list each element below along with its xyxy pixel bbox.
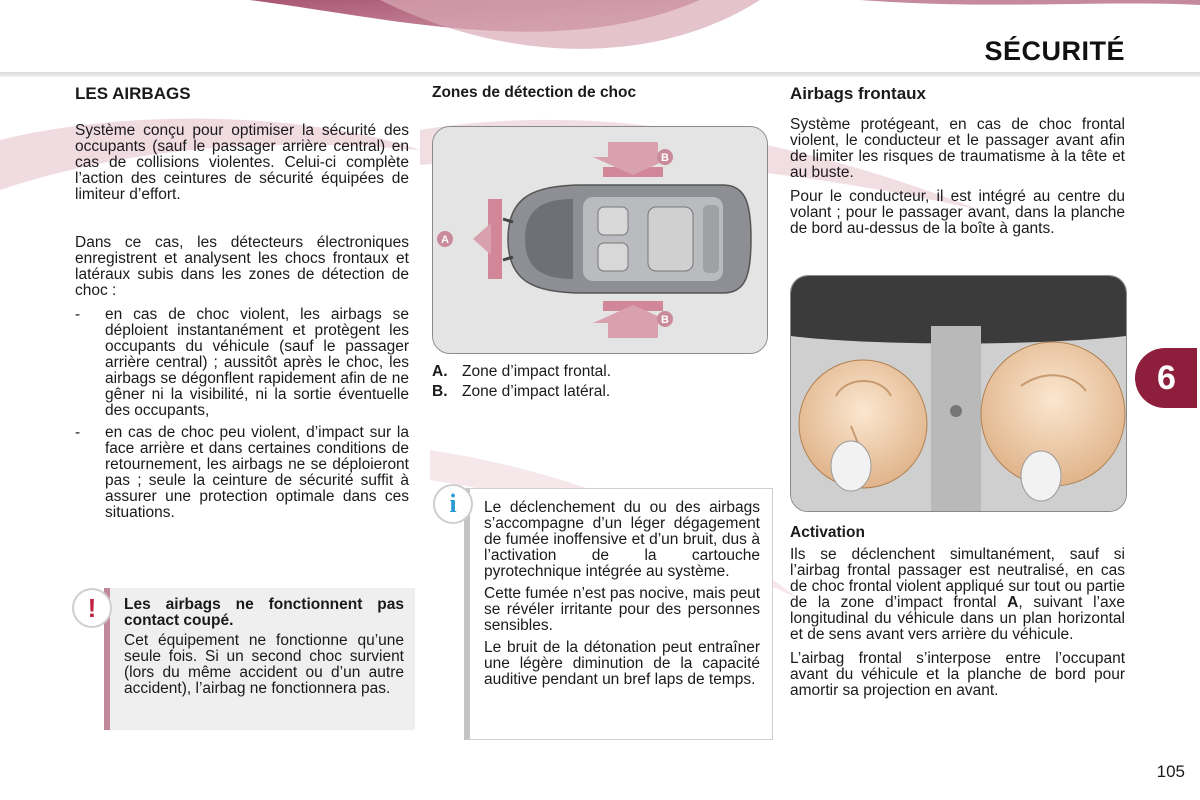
zone-label-a: A — [441, 234, 449, 246]
zone-reference: A — [1007, 594, 1019, 611]
interposition-paragraph: L’airbag frontal s’interpose entre l’occupant avant du véhicule et la planche de bord pour amortir sa projection en avant. — [790, 650, 1125, 699]
bullet-text: en cas de choc violent, les airbags se déploient instantanément et protègent les occupants du véhicule (sauf le passager arrière central) ; aussitôt après le choc, les airbags se dégonflent rapidement afin de ne gêner ni la visibilité, ni la sortie éventuelle des occupants, — [105, 306, 409, 419]
intro-paragraph: Système conçu pour optimiser la sécurité des occupants (sauf le passager arrière central) en cas de collisions violentes. Celui-ci complète l’action des ceintures de sécurité équipées de limiteur d’effort. — [75, 122, 409, 203]
info-icon: i — [433, 484, 473, 524]
frontal-paragraph: Système protégeant, en cas de choc frontal violent, le conducteur et le passager avant afin de limiter les risques de traumatisme à la tête et au buste. — [790, 116, 1125, 181]
info-paragraph: Cette fumée n’est pas nocive, mais peut se révéler irritante pour des personnes sensibles. — [484, 585, 760, 634]
activation-heading: Activation — [790, 524, 865, 541]
info-box — [464, 488, 773, 740]
frontal-airbags-heading: Airbags frontaux — [790, 84, 927, 103]
info-paragraph: Le bruit de la détonation peut entraîner une légère diminution de la capacité auditive pendant un bref laps de temps. — [484, 639, 760, 688]
bullet-text: en cas de choc peu violent, d’impact sur la face arrière et dans certaines conditions de retournement, les airbags ne se déploieront pas ; seule la ceinture de sécurité suffit à assurer une protection optimale dans ces situations. — [105, 424, 409, 521]
warning-title: Les airbags ne fonctionnent pas contact coupé. — [124, 596, 404, 629]
activation-paragraph — [790, 547, 1125, 643]
legend-item — [432, 362, 611, 382]
airbags-illustration — [791, 276, 1126, 511]
activation-text: Ils se déclenchent simultanément, sauf si l’airbag frontal passager est neutralisé, en cas de choc frontal violent appliqué sur tout ou partie de la zone d’impact frontal — [790, 546, 1125, 611]
header-divider — [0, 72, 1200, 77]
car-impact-diagram — [432, 126, 768, 354]
airbags-heading: LES AIRBAGS — [75, 84, 191, 103]
legend-key: A. — [432, 363, 448, 380]
activation-section — [790, 525, 1125, 707]
diagram-legend — [432, 362, 611, 402]
warning-text: Cet équipement ne fonctionne qu’une seule fois. Si un second choc survient (lors du même accident ou d’un autre accident), l’airbag ne fonctionnera pas. — [124, 632, 404, 697]
list-item: - en cas de choc violent, les airbags se déploient instantanément et protègent les occupants du véhicule (sauf le passager arrière central) ; aussitôt après le choc, les airbags se dégonflent rapidement afin de ne gêner ni la visibilité, ni la sortie éventuelle des occupants, — [75, 306, 409, 419]
zones-heading: Zones de détection de choc — [432, 84, 637, 101]
detection-paragraph: Dans ce cas, les détecteurs électroniques enregistrent et analysent les chocs frontaux et latéraux subis dans les zones de détection de choc : — [75, 234, 409, 299]
activation-text: , suivant l’axe longitudinal du véhicule dans un plan horizontal et de sens avant vers arrière du véhicule. — [790, 594, 1125, 643]
zone-label-b-top: B — [661, 152, 669, 164]
info-paragraph: Le déclenchement du ou des airbags s’accompagne d’un léger dégagement de fumée inoffensive et d’un bruit, dus à l’activation de la cartouche pyrotechnique intégrée au système. — [484, 499, 760, 580]
legend-text: Zone d’impact latéral. — [462, 383, 611, 400]
deployed-airbags-photo — [790, 275, 1127, 512]
legend-text: Zone d’impact frontal. — [462, 363, 612, 380]
warning-box — [104, 588, 415, 730]
car-topview-illustration — [433, 127, 767, 353]
bullet-list — [75, 307, 409, 521]
zone-label-b-bottom: B — [661, 314, 669, 326]
list-item: - en cas de choc peu violent, d’impact sur la face arrière et dans certaines conditions de retournement, les airbags ne se déploieront pas ; seule la ceinture de sécurité suffit à assurer une protection optimale dans ces situations. — [75, 424, 409, 521]
left-column — [75, 123, 409, 521]
section-title: SÉCURITÉ — [984, 36, 1125, 66]
warning-icon: ! — [72, 588, 112, 628]
legend-key: B. — [432, 383, 448, 400]
legend-item — [432, 382, 611, 402]
right-column-top — [790, 117, 1125, 245]
location-paragraph: Pour le conducteur, il est intégré au centre du volant ; pour le passager avant, dans la planche de bord au-dessus de la boîte à gants. — [790, 188, 1125, 237]
page-number: 105 — [1156, 762, 1185, 781]
chapter-tab[interactable]: 6 — [1135, 348, 1197, 408]
